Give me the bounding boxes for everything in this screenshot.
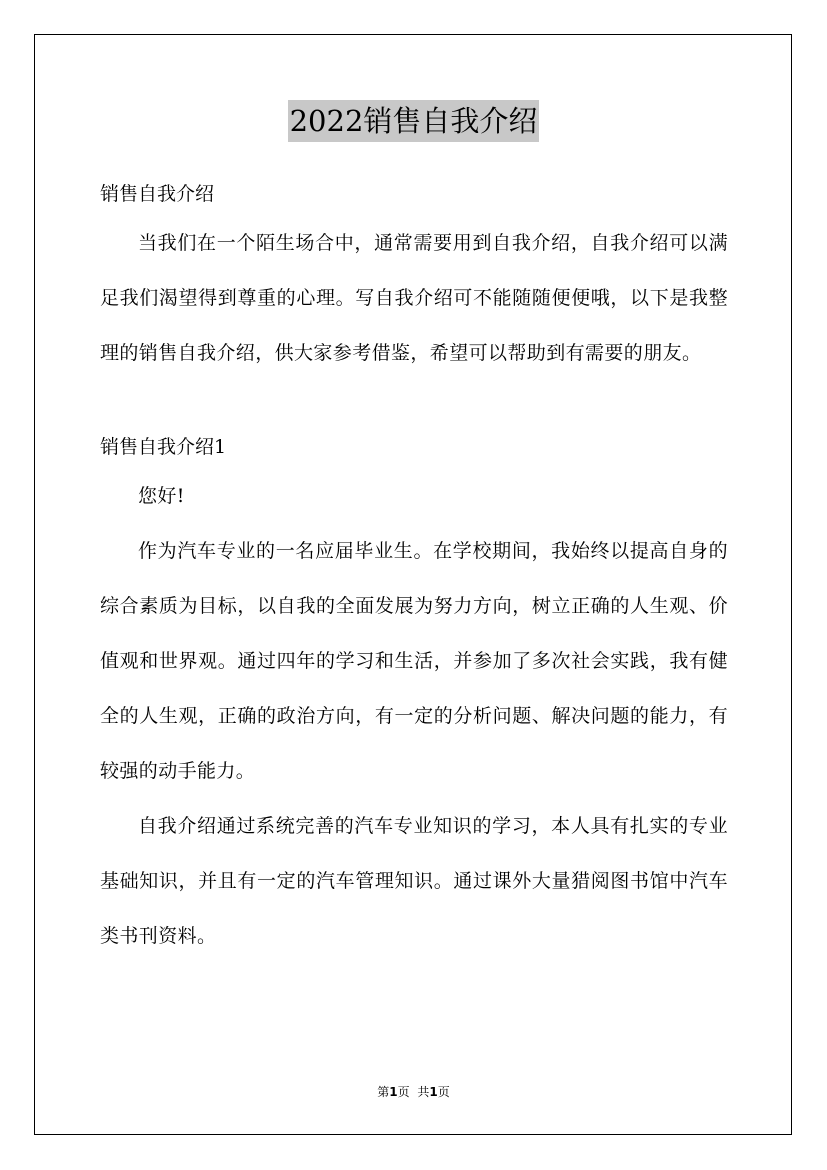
page-suffix: 页 [397,1085,410,1099]
document-title: 2022销售自我介绍 [288,100,540,142]
total-pages: 1 [429,1085,438,1099]
spacer [100,381,728,425]
page-footer [0,1083,827,1100]
total-suffix: 页 [437,1085,450,1099]
total-prefix: 共 [417,1085,430,1099]
section1-heading: 销售自我介绍1 [100,436,227,458]
intro-heading: 销售自我介绍 [100,183,215,205]
title-container [0,100,827,142]
document-body [100,172,728,964]
page-number: 1 [389,1085,398,1099]
greeting: 您好! [138,485,185,507]
page-prefix: 第 [377,1085,390,1099]
paragraph-1: 作为汽车专业的一名应届毕业生。在学校期间，我始终以提高自身的综合素质为目标，以自我的全面发展为努力方向，树立正确的人生观、价值观和世界观。通过四年的学习和生活，并参加了多次社会实践，我有健全的人生观，正确的政治方向，有一定的分析问题、解决问题的能力，有较强的动手能力。 [100,540,728,782]
intro-paragraph: 当我们在一个陌生场合中，通常需要用到自我介绍，自我介绍可以满足我们渴望得到尊重的心理。写自我介绍可不能随随便便哦，以下是我整理的销售自我介绍，供大家参考借鉴，希望可以帮助到有需要的朋友。 [100,232,728,364]
paragraph-2: 自我介绍通过系统完善的汽车专业知识的学习，本人具有扎实的专业基础知识，并且有一定的汽车管理知识。通过课外大量猎阅图书馆中汽车类书刊资料。 [100,815,728,947]
